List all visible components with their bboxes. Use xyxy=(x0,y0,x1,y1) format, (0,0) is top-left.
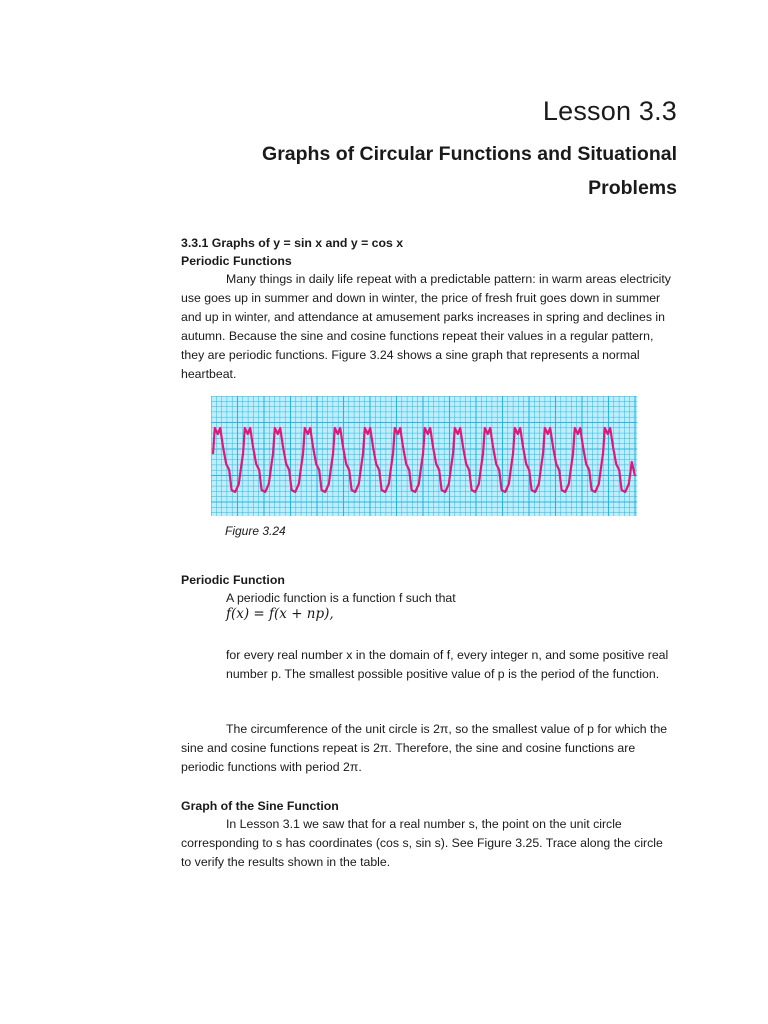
definition-heading: Periodic Function xyxy=(181,573,285,587)
figure-caption: Figure 3.24 xyxy=(225,524,286,538)
section-heading: 3.3.1 Graphs of y = sin x and y = cos x xyxy=(181,236,404,250)
lesson-title: Lesson 3.3 xyxy=(542,96,677,126)
sine-section-heading: Graph of the Sine Function xyxy=(181,799,339,813)
sine-section-paragraph: In Lesson 3.1 we saw that for a real number s, the point on the unit circle corresponding to s has coordinates (cos s, sin s). See Figure 3.25. Trace along the circle to verify the results shown in the table. xyxy=(181,817,663,869)
definition-body: for every real number x in the domain of f, every integer n, and some positive real number p. The smallest possible positive value of p is the period of the function. xyxy=(226,648,669,681)
heartbeat-chart xyxy=(211,396,637,516)
circumference-paragraph: The circumference of the unit circle is 2π, so the smallest value of p for which the sine and cosine functions repeat is 2π. Therefore, the sine and cosine functions are periodic functions with period 2π. xyxy=(181,722,668,774)
heartbeat-figure xyxy=(211,396,637,516)
lesson-subtitle: Graphs of Circular Functions and Situational Problems xyxy=(262,143,677,199)
definition-intro: A periodic function is a function f such that xyxy=(226,591,456,605)
intro-paragraph: Many things in daily life repeat with a predictable pattern: in warm areas electricity use goes up in summer and down in winter, the price of fresh fruit goes down in summer and up in winter, and attendance at amusement parks increases in spring and declines in autumn. Because the sine and cosine functions repeat their values in a regular pattern, they are periodic functions. Figure 3.24 shows a sine graph that represents a normal heartbeat. xyxy=(181,272,671,381)
periodic-formula: f(x) = f(x + np), xyxy=(226,606,334,622)
subsection-heading: Periodic Functions xyxy=(181,254,292,268)
